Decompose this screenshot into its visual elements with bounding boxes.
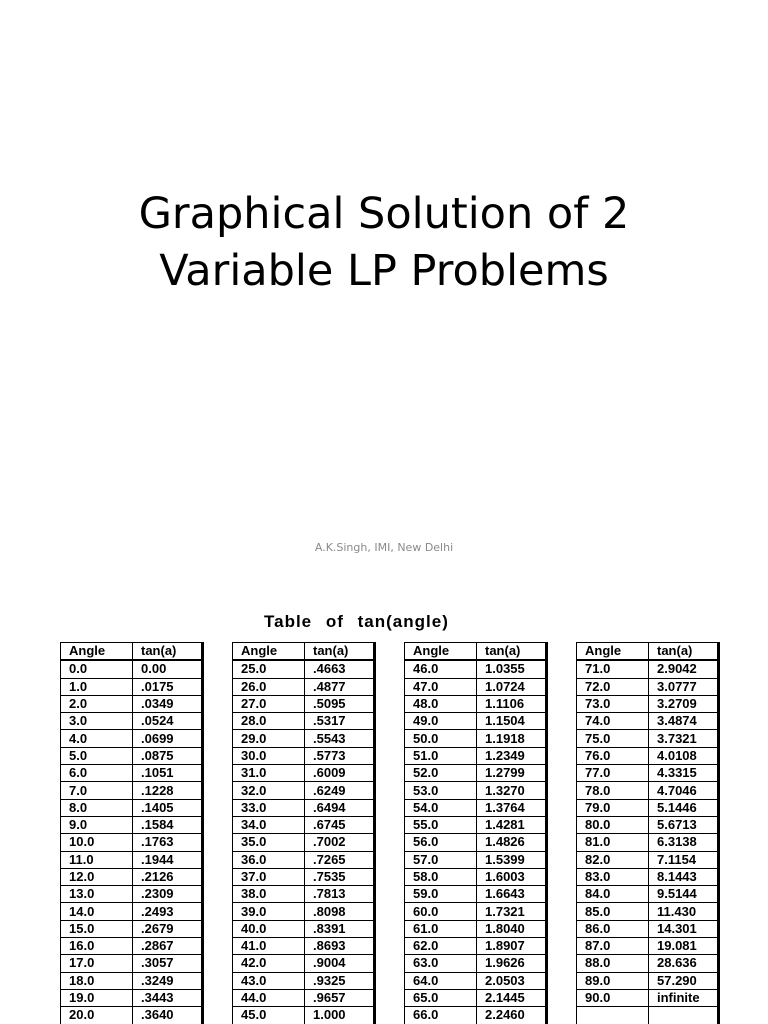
table-row bbox=[577, 920, 718, 937]
angle-cell: 12.0 bbox=[61, 868, 133, 885]
table-row bbox=[61, 972, 202, 989]
angle-cell: 13.0 bbox=[61, 886, 133, 903]
angle-cell: 2.0 bbox=[61, 695, 133, 712]
angle-cell: 51.0 bbox=[405, 747, 477, 764]
tan-value-cell: .3640 bbox=[133, 1007, 202, 1024]
angle-cell bbox=[577, 1007, 649, 1024]
tan-header: tan(a) bbox=[305, 643, 374, 661]
slide-title-line1: Graphical Solution of 2 bbox=[138, 189, 630, 239]
tan-value-cell: 9.5144 bbox=[649, 886, 718, 903]
angle-cell: 55.0 bbox=[405, 816, 477, 833]
table-row bbox=[577, 903, 718, 920]
table-row bbox=[405, 955, 546, 972]
angle-cell: 72.0 bbox=[577, 678, 649, 695]
tan-value-cell: .1405 bbox=[133, 799, 202, 816]
angle-cell: 32.0 bbox=[233, 782, 305, 799]
tan-value-cell: 1.6643 bbox=[477, 886, 546, 903]
tan-value-cell: .3057 bbox=[133, 955, 202, 972]
angle-cell: 87.0 bbox=[577, 938, 649, 955]
table-row bbox=[61, 955, 202, 972]
table-row bbox=[577, 972, 718, 989]
tan-value-cell: 3.7321 bbox=[649, 730, 718, 747]
table-row bbox=[577, 747, 718, 764]
tan-value-cell: 1.8040 bbox=[477, 920, 546, 937]
tan-value-cell: .5095 bbox=[305, 695, 374, 712]
table-row bbox=[577, 782, 718, 799]
angle-cell: 53.0 bbox=[405, 782, 477, 799]
tan-value-cell: .7002 bbox=[305, 834, 374, 851]
tan-value-cell: .2493 bbox=[133, 903, 202, 920]
table-row bbox=[577, 799, 718, 816]
table-row bbox=[405, 851, 546, 868]
tan-table-header-row bbox=[61, 643, 202, 661]
angle-cell: 71.0 bbox=[577, 660, 649, 678]
angle-cell: 73.0 bbox=[577, 695, 649, 712]
tan-value-cell bbox=[649, 1007, 718, 1024]
angle-cell: 86.0 bbox=[577, 920, 649, 937]
tan-value-cell: 1.9626 bbox=[477, 955, 546, 972]
tan-value-cell: .6494 bbox=[305, 799, 374, 816]
tan-value-cell: 3.2709 bbox=[649, 695, 718, 712]
table-row bbox=[61, 747, 202, 764]
table-row bbox=[405, 938, 546, 955]
tan-value-cell: .4877 bbox=[305, 678, 374, 695]
angle-cell: 9.0 bbox=[61, 816, 133, 833]
tan-value-cell: .0175 bbox=[133, 678, 202, 695]
table-row bbox=[233, 868, 374, 885]
tan-value-cell: .8098 bbox=[305, 903, 374, 920]
angle-cell: 50.0 bbox=[405, 730, 477, 747]
tan-value-cell: .9325 bbox=[305, 972, 374, 989]
angle-cell: 66.0 bbox=[405, 1007, 477, 1024]
angle-cell: 4.0 bbox=[61, 730, 133, 747]
tan-value-cell: 1.0724 bbox=[477, 678, 546, 695]
angle-cell: 29.0 bbox=[233, 730, 305, 747]
angle-cell: 49.0 bbox=[405, 713, 477, 730]
tan-value-cell: 1.5399 bbox=[477, 851, 546, 868]
table-row bbox=[233, 851, 374, 868]
table-row bbox=[61, 695, 202, 712]
angle-cell: 15.0 bbox=[61, 920, 133, 937]
angle-cell: 1.0 bbox=[61, 678, 133, 695]
angle-cell: 0.0 bbox=[61, 660, 133, 678]
table-row bbox=[577, 695, 718, 712]
tan-value-cell: .5317 bbox=[305, 713, 374, 730]
angle-cell: 11.0 bbox=[61, 851, 133, 868]
angle-cell: 41.0 bbox=[233, 938, 305, 955]
table-row bbox=[577, 1007, 718, 1024]
angle-cell: 64.0 bbox=[405, 972, 477, 989]
angle-cell: 77.0 bbox=[577, 765, 649, 782]
angle-cell: 54.0 bbox=[405, 799, 477, 816]
angle-cell: 76.0 bbox=[577, 747, 649, 764]
angle-cell: 63.0 bbox=[405, 955, 477, 972]
tan-table bbox=[576, 642, 718, 1024]
table-row bbox=[61, 989, 202, 1006]
table-row bbox=[61, 660, 202, 678]
tan-value-cell: .9657 bbox=[305, 989, 374, 1006]
tan-value-cell: .0524 bbox=[133, 713, 202, 730]
tan-value-cell: 1.7321 bbox=[477, 903, 546, 920]
angle-cell: 61.0 bbox=[405, 920, 477, 937]
table-row bbox=[405, 816, 546, 833]
angle-cell: 58.0 bbox=[405, 868, 477, 885]
table-row bbox=[233, 816, 374, 833]
tan-value-cell: 1.2349 bbox=[477, 747, 546, 764]
tan-value-cell: 4.7046 bbox=[649, 782, 718, 799]
tan-table-block-4 bbox=[576, 642, 720, 1024]
tan-value-cell: 2.1445 bbox=[477, 989, 546, 1006]
tan-table-header-row bbox=[577, 643, 718, 661]
tan-value-cell: 1.000 bbox=[305, 1007, 374, 1024]
tan-value-cell: .1584 bbox=[133, 816, 202, 833]
angle-cell: 7.0 bbox=[61, 782, 133, 799]
angle-cell: 85.0 bbox=[577, 903, 649, 920]
tan-value-cell: .2126 bbox=[133, 868, 202, 885]
angle-cell: 46.0 bbox=[405, 660, 477, 678]
tan-table bbox=[60, 642, 202, 1024]
table-row bbox=[577, 938, 718, 955]
tan-value-cell: 4.3315 bbox=[649, 765, 718, 782]
tan-value-cell: 1.1106 bbox=[477, 695, 546, 712]
table-row bbox=[405, 1007, 546, 1024]
tan-value-cell: 1.4826 bbox=[477, 834, 546, 851]
tan-value-cell: 2.9042 bbox=[649, 660, 718, 678]
table-row bbox=[577, 851, 718, 868]
table-row bbox=[577, 989, 718, 1006]
tan-value-cell: .1944 bbox=[133, 851, 202, 868]
table-row bbox=[233, 747, 374, 764]
tan-value-cell: 14.301 bbox=[649, 920, 718, 937]
angle-cell: 28.0 bbox=[233, 713, 305, 730]
tan-value-cell: .6249 bbox=[305, 782, 374, 799]
angle-cell: 35.0 bbox=[233, 834, 305, 851]
tan-value-cell: .8693 bbox=[305, 938, 374, 955]
slide-title-line2: Variable LP Problems bbox=[159, 246, 609, 296]
tan-value-cell: .1051 bbox=[133, 765, 202, 782]
table-row bbox=[61, 938, 202, 955]
angle-cell: 30.0 bbox=[233, 747, 305, 764]
tan-header: tan(a) bbox=[477, 643, 546, 661]
table-row bbox=[405, 730, 546, 747]
tan-value-cell: .6009 bbox=[305, 765, 374, 782]
tan-value-cell: .8391 bbox=[305, 920, 374, 937]
angle-cell: 33.0 bbox=[233, 799, 305, 816]
tan-value-cell: .7265 bbox=[305, 851, 374, 868]
table-row bbox=[233, 782, 374, 799]
table-row bbox=[405, 747, 546, 764]
table-row bbox=[405, 972, 546, 989]
angle-cell: 52.0 bbox=[405, 765, 477, 782]
angle-cell: 60.0 bbox=[405, 903, 477, 920]
tan-value-cell: .3249 bbox=[133, 972, 202, 989]
table-row bbox=[577, 730, 718, 747]
angle-cell: 84.0 bbox=[577, 886, 649, 903]
angle-header: Angle bbox=[405, 643, 477, 661]
tan-table-block-1 bbox=[60, 642, 204, 1024]
tan-value-cell: 3.4874 bbox=[649, 713, 718, 730]
table-row bbox=[61, 1007, 202, 1024]
angle-cell: 36.0 bbox=[233, 851, 305, 868]
angle-cell: 83.0 bbox=[577, 868, 649, 885]
angle-cell: 56.0 bbox=[405, 834, 477, 851]
angle-cell: 43.0 bbox=[233, 972, 305, 989]
slide-title bbox=[0, 186, 768, 300]
angle-cell: 45.0 bbox=[233, 1007, 305, 1024]
tan-value-cell: 5.1446 bbox=[649, 799, 718, 816]
table-row bbox=[405, 765, 546, 782]
table-row bbox=[405, 799, 546, 816]
table-row bbox=[233, 713, 374, 730]
tan-value-cell: .7535 bbox=[305, 868, 374, 885]
angle-cell: 59.0 bbox=[405, 886, 477, 903]
angle-cell: 78.0 bbox=[577, 782, 649, 799]
table-row bbox=[405, 713, 546, 730]
table-row bbox=[233, 1007, 374, 1024]
angle-cell: 57.0 bbox=[405, 851, 477, 868]
tan-value-cell: .1228 bbox=[133, 782, 202, 799]
angle-cell: 18.0 bbox=[61, 972, 133, 989]
angle-cell: 25.0 bbox=[233, 660, 305, 678]
angle-cell: 16.0 bbox=[61, 938, 133, 955]
tan-value-cell: 1.6003 bbox=[477, 868, 546, 885]
angle-cell: 62.0 bbox=[405, 938, 477, 955]
tan-value-cell: .7813 bbox=[305, 886, 374, 903]
tan-table bbox=[232, 642, 374, 1024]
table-row bbox=[61, 765, 202, 782]
angle-cell: 42.0 bbox=[233, 955, 305, 972]
angle-cell: 17.0 bbox=[61, 955, 133, 972]
tan-value-cell: 8.1443 bbox=[649, 868, 718, 885]
angle-cell: 79.0 bbox=[577, 799, 649, 816]
tan-table-header-row bbox=[233, 643, 374, 661]
tan-table-block-2 bbox=[232, 642, 376, 1024]
table-row bbox=[233, 886, 374, 903]
tan-value-cell: 4.0108 bbox=[649, 747, 718, 764]
tan-value-cell: 1.3764 bbox=[477, 799, 546, 816]
tan-value-cell: 11.430 bbox=[649, 903, 718, 920]
table-row bbox=[61, 851, 202, 868]
tan-header: tan(a) bbox=[133, 643, 202, 661]
table-row bbox=[405, 660, 546, 678]
tan-value-cell: .5773 bbox=[305, 747, 374, 764]
table-row bbox=[577, 834, 718, 851]
tan-table-header-row bbox=[405, 643, 546, 661]
table-row bbox=[233, 903, 374, 920]
tan-value-cell: .0349 bbox=[133, 695, 202, 712]
angle-header: Angle bbox=[577, 643, 649, 661]
table-row bbox=[405, 903, 546, 920]
table-row bbox=[405, 868, 546, 885]
table-row bbox=[233, 660, 374, 678]
table-row bbox=[233, 799, 374, 816]
angle-cell: 38.0 bbox=[233, 886, 305, 903]
table-row bbox=[61, 799, 202, 816]
angle-cell: 81.0 bbox=[577, 834, 649, 851]
table-row bbox=[405, 886, 546, 903]
angle-cell: 8.0 bbox=[61, 799, 133, 816]
table-row bbox=[61, 920, 202, 937]
tan-value-cell: .5543 bbox=[305, 730, 374, 747]
angle-cell: 10.0 bbox=[61, 834, 133, 851]
table-row bbox=[405, 920, 546, 937]
table-row bbox=[577, 660, 718, 678]
angle-cell: 65.0 bbox=[405, 989, 477, 1006]
angle-cell: 88.0 bbox=[577, 955, 649, 972]
tan-value-cell: 3.0777 bbox=[649, 678, 718, 695]
tan-value-cell: .4663 bbox=[305, 660, 374, 678]
table-row bbox=[233, 765, 374, 782]
table-row bbox=[405, 989, 546, 1006]
angle-cell: 26.0 bbox=[233, 678, 305, 695]
tan-value-cell: .1763 bbox=[133, 834, 202, 851]
tan-value-cell: 5.6713 bbox=[649, 816, 718, 833]
tan-table bbox=[404, 642, 546, 1024]
table-row bbox=[405, 695, 546, 712]
tan-value-cell: .2867 bbox=[133, 938, 202, 955]
table-row bbox=[61, 713, 202, 730]
tan-value-cell: 2.0503 bbox=[477, 972, 546, 989]
tan-header: tan(a) bbox=[649, 643, 718, 661]
table-row bbox=[233, 989, 374, 1006]
table-row bbox=[405, 678, 546, 695]
angle-cell: 74.0 bbox=[577, 713, 649, 730]
tan-value-cell: 1.1504 bbox=[477, 713, 546, 730]
table-row bbox=[61, 903, 202, 920]
tan-value-cell: 1.1918 bbox=[477, 730, 546, 747]
tan-value-cell: 19.081 bbox=[649, 938, 718, 955]
tan-value-cell: .2679 bbox=[133, 920, 202, 937]
table-row bbox=[61, 834, 202, 851]
slide-author: A.K.Singh, IMI, New Delhi bbox=[314, 541, 454, 554]
table-row bbox=[577, 713, 718, 730]
table-row bbox=[577, 816, 718, 833]
tan-value-cell: 28.636 bbox=[649, 955, 718, 972]
angle-cell: 75.0 bbox=[577, 730, 649, 747]
tan-value-cell: .0699 bbox=[133, 730, 202, 747]
table-row bbox=[577, 678, 718, 695]
angle-cell: 14.0 bbox=[61, 903, 133, 920]
angle-cell: 82.0 bbox=[577, 851, 649, 868]
angle-header: Angle bbox=[233, 643, 305, 661]
table-row bbox=[61, 816, 202, 833]
angle-cell: 44.0 bbox=[233, 989, 305, 1006]
table-row bbox=[233, 920, 374, 937]
angle-cell: 19.0 bbox=[61, 989, 133, 1006]
angle-header: Angle bbox=[61, 643, 133, 661]
angle-cell: 89.0 bbox=[577, 972, 649, 989]
angle-cell: 39.0 bbox=[233, 903, 305, 920]
angle-cell: 5.0 bbox=[61, 747, 133, 764]
tan-value-cell: infinite bbox=[649, 989, 718, 1006]
table-row bbox=[233, 938, 374, 955]
angle-cell: 40.0 bbox=[233, 920, 305, 937]
tan-value-cell: 2.2460 bbox=[477, 1007, 546, 1024]
table-row bbox=[233, 730, 374, 747]
table-row bbox=[577, 868, 718, 885]
table-row bbox=[61, 678, 202, 695]
table-row bbox=[577, 765, 718, 782]
tan-value-cell: 1.3270 bbox=[477, 782, 546, 799]
table-row bbox=[61, 782, 202, 799]
angle-cell: 90.0 bbox=[577, 989, 649, 1006]
angle-cell: 34.0 bbox=[233, 816, 305, 833]
tan-value-cell: 0.00 bbox=[133, 660, 202, 678]
tan-table-heading: Table of tan(angle) bbox=[264, 612, 449, 631]
table-row bbox=[577, 955, 718, 972]
tan-value-cell: 1.0355 bbox=[477, 660, 546, 678]
angle-cell: 31.0 bbox=[233, 765, 305, 782]
table-row bbox=[233, 678, 374, 695]
tan-value-cell: .0875 bbox=[133, 747, 202, 764]
table-row bbox=[233, 955, 374, 972]
tan-value-cell: 1.8907 bbox=[477, 938, 546, 955]
tan-value-cell: 1.2799 bbox=[477, 765, 546, 782]
table-row bbox=[61, 730, 202, 747]
tan-value-cell: .3443 bbox=[133, 989, 202, 1006]
tan-value-cell: 7.1154 bbox=[649, 851, 718, 868]
tan-value-cell: .9004 bbox=[305, 955, 374, 972]
tan-value-cell: .6745 bbox=[305, 816, 374, 833]
angle-cell: 20.0 bbox=[61, 1007, 133, 1024]
table-row bbox=[577, 886, 718, 903]
table-row bbox=[233, 972, 374, 989]
tan-value-cell: 1.4281 bbox=[477, 816, 546, 833]
table-row bbox=[233, 695, 374, 712]
angle-cell: 27.0 bbox=[233, 695, 305, 712]
table-row bbox=[405, 782, 546, 799]
tan-value-cell: .2309 bbox=[133, 886, 202, 903]
table-row bbox=[233, 834, 374, 851]
angle-cell: 3.0 bbox=[61, 713, 133, 730]
angle-cell: 37.0 bbox=[233, 868, 305, 885]
angle-cell: 47.0 bbox=[405, 678, 477, 695]
angle-cell: 80.0 bbox=[577, 816, 649, 833]
tan-value-cell: 6.3138 bbox=[649, 834, 718, 851]
table-row bbox=[61, 868, 202, 885]
tan-value-cell: 57.290 bbox=[649, 972, 718, 989]
table-row bbox=[405, 834, 546, 851]
angle-cell: 6.0 bbox=[61, 765, 133, 782]
tan-table-block-3 bbox=[404, 642, 548, 1024]
table-row bbox=[61, 886, 202, 903]
angle-cell: 48.0 bbox=[405, 695, 477, 712]
